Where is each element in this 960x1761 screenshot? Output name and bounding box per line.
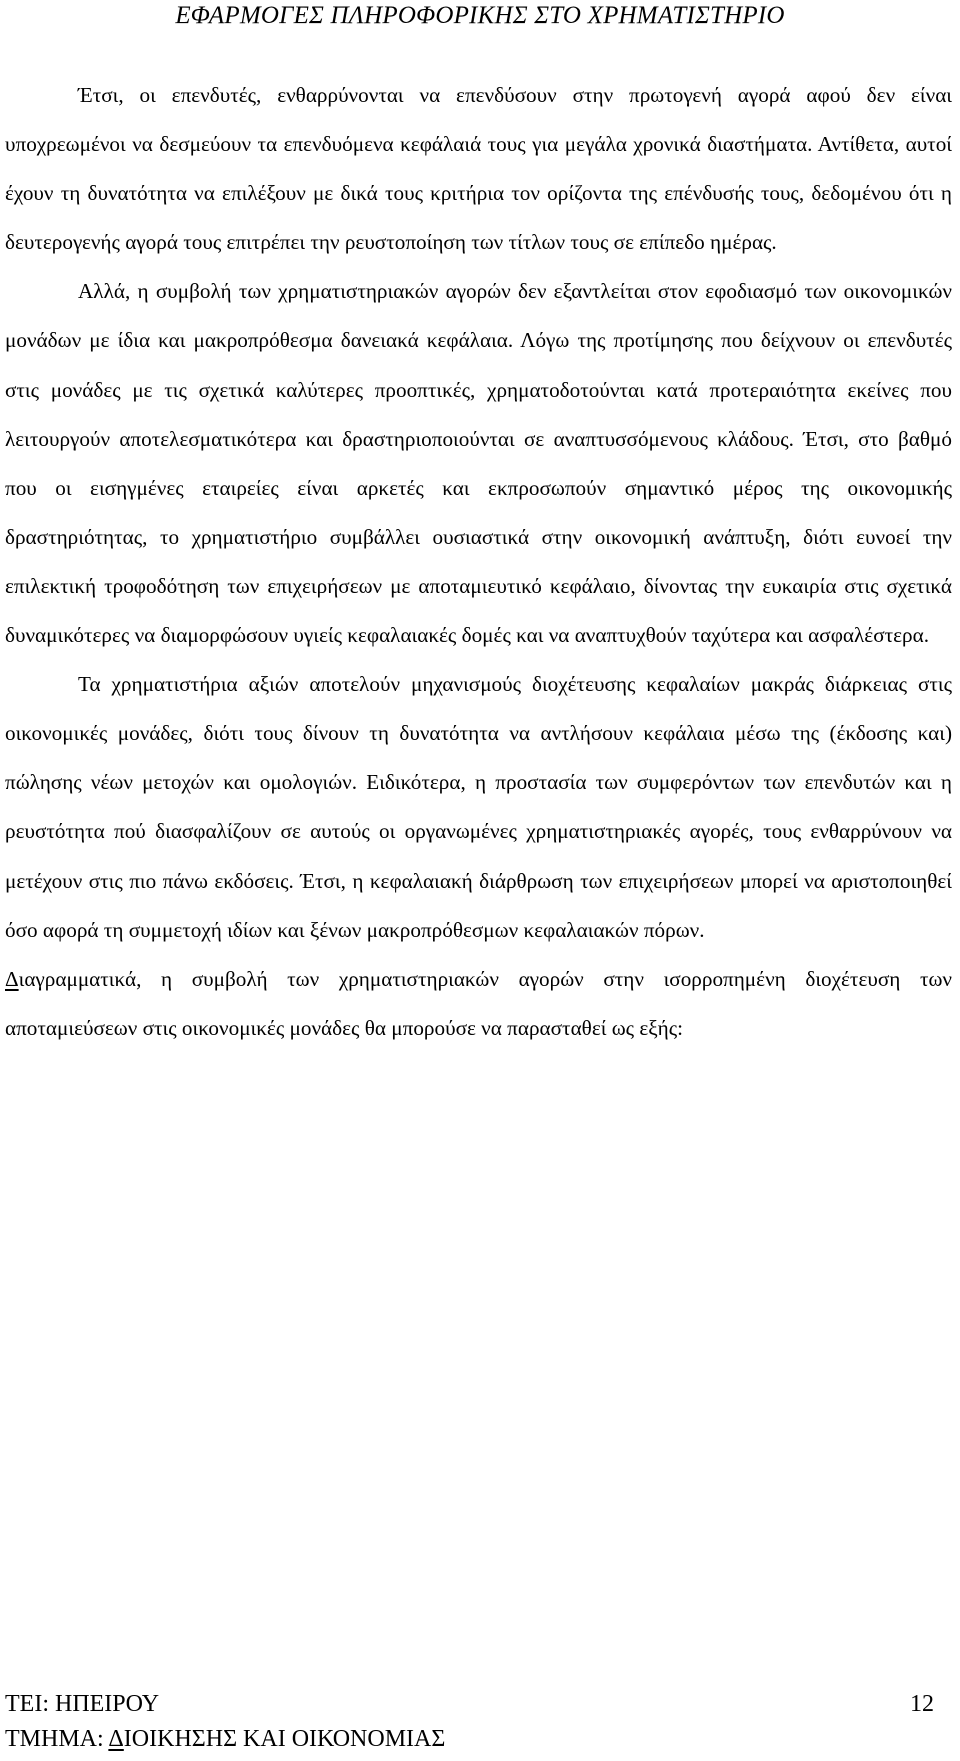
document-body	[5, 71, 952, 1053]
running-header: ΕΦΑΡΜΟΓΕΣ ΠΛΗΡΟΦΟΡΙΚΗΣ ΣΤΟ ΧΡΗΜΑΤΙΣΤΗΡΙΟ	[175, 2, 785, 29]
paragraph-1: Έτσι, οι επενδυτές, ενθαρρύνονται να επενδύσουν στην πρωτογενή αγορά αφού δεν είναι υποχρεωμένοι να δεσμεύουν τα επενδυόμενα κεφάλαιά τους για μεγάλα χρονικά διαστήματα. Αντίθετα, αυτοί έχουν τη δυνατότητα να επιλέξουν με δικά τους κριτήρια τον ορίζοντα της επένδυσής τους, δεδομένου ότι η δευτερογενής αγορά τους επιτρέπει την ρευστοποίηση των τίτλων τους σε επίπεδο ημέρας.	[5, 83, 952, 255]
paragraph-3: Τα χρηματιστήρια αξιών αποτελούν μηχανισμούς διοχέτευσης κεφαλαίων μακράς διάρκειας στις οικονομικές μονάδες, διότι τους δίνουν τη δυνατότητα να αντλήσουν κεφάλαια μέσω της (έκδοσης και) πώλησης νέων μετοχών και ομολογιών. Ειδικότερα, η προστασία των συμφερόντων των επενδυτών και η ρευστότητα πού διασφαλίζουν σε αυτούς οι οργανωμένες χρηματιστηριακές αγορές, τους ενθαρρύνουν να μετέχουν στις πιο πάνω εκδόσεις. Έτσι, η κεφαλαιακή διάρθρωση των επιχειρήσεων μπορεί να αριστοποιηθεί όσο αφορά τη συμμετοχή ιδίων και ξένων μακροπρόθεσμων κεφαλαιακών πόρων.	[5, 672, 952, 942]
footer-department-underlined-letter: Δ	[108, 1726, 124, 1752]
page-footer	[5, 1687, 445, 1757]
paragraph-4-text: ιαγραμματικά, η συμβολή των χρηματιστηριακών αγορών στην ισορροπημένη διοχέτευση των αποταμιεύσεων στις οικονομικές μονάδες θα μπορούσε να παρασταθεί ως εξής:	[5, 966, 952, 1040]
paragraph-4	[5, 955, 952, 1053]
paragraph-2: Αλλά, η συμβολή των χρηματιστηριακών αγορών δεν εξαντλείται στον εφοδιασμό των οικονομικών μονάδων με ίδια και μακροπρόθεσμα δανειακά κεφάλαια. Λόγω της προτίμησης που δείχνουν οι επενδυτές στις μονάδες με τις σχετικά καλύτερες προοπτικές, χρηματοδοτούνται κατά προτεραιότητα εκείνες που λειτουργούν αποτελεσματικότερα και δραστηριοποιούνται σε αναπτυσσόμενους κλάδους. Έτσι, στο βαθμό που οι εισηγμένες εταιρείες είναι αρκετές και εκπροσωπούν σημαντικό μέρος της οικονομικής δραστηριότητας, το χρηματιστήριο συμβάλλει ουσιαστικά στην οικονομική ανάπτυξη, διότι ευνοεί την επιλεκτική τροφοδότηση των επιχειρήσεων με αποταμιευτικό κεφάλαιο, δίνοντας την ευκαιρία στις σχετικά δυναμικότερες να διαμορφώσουν υγιείς κεφαλαιακές δομές και να αναπτυχθούν ταχύτερα και ασφαλέστερα.	[5, 279, 952, 648]
footer-department	[5, 1722, 445, 1757]
footer-department-name: ΙΟΙΚΗΣΗΣ ΚΑΙ ΟΙΚΟΝΟΜΙΑΣ	[123, 1726, 446, 1752]
footer-department-prefix: ΤΜΗΜΑ:	[5, 1726, 109, 1752]
page-number: 12	[910, 1691, 934, 1717]
footer-institution: ΤΕΙ: ΗΠΕΙΡΟΥ	[5, 1691, 160, 1717]
paragraph-4-underlined-letter: Δ	[5, 966, 19, 991]
